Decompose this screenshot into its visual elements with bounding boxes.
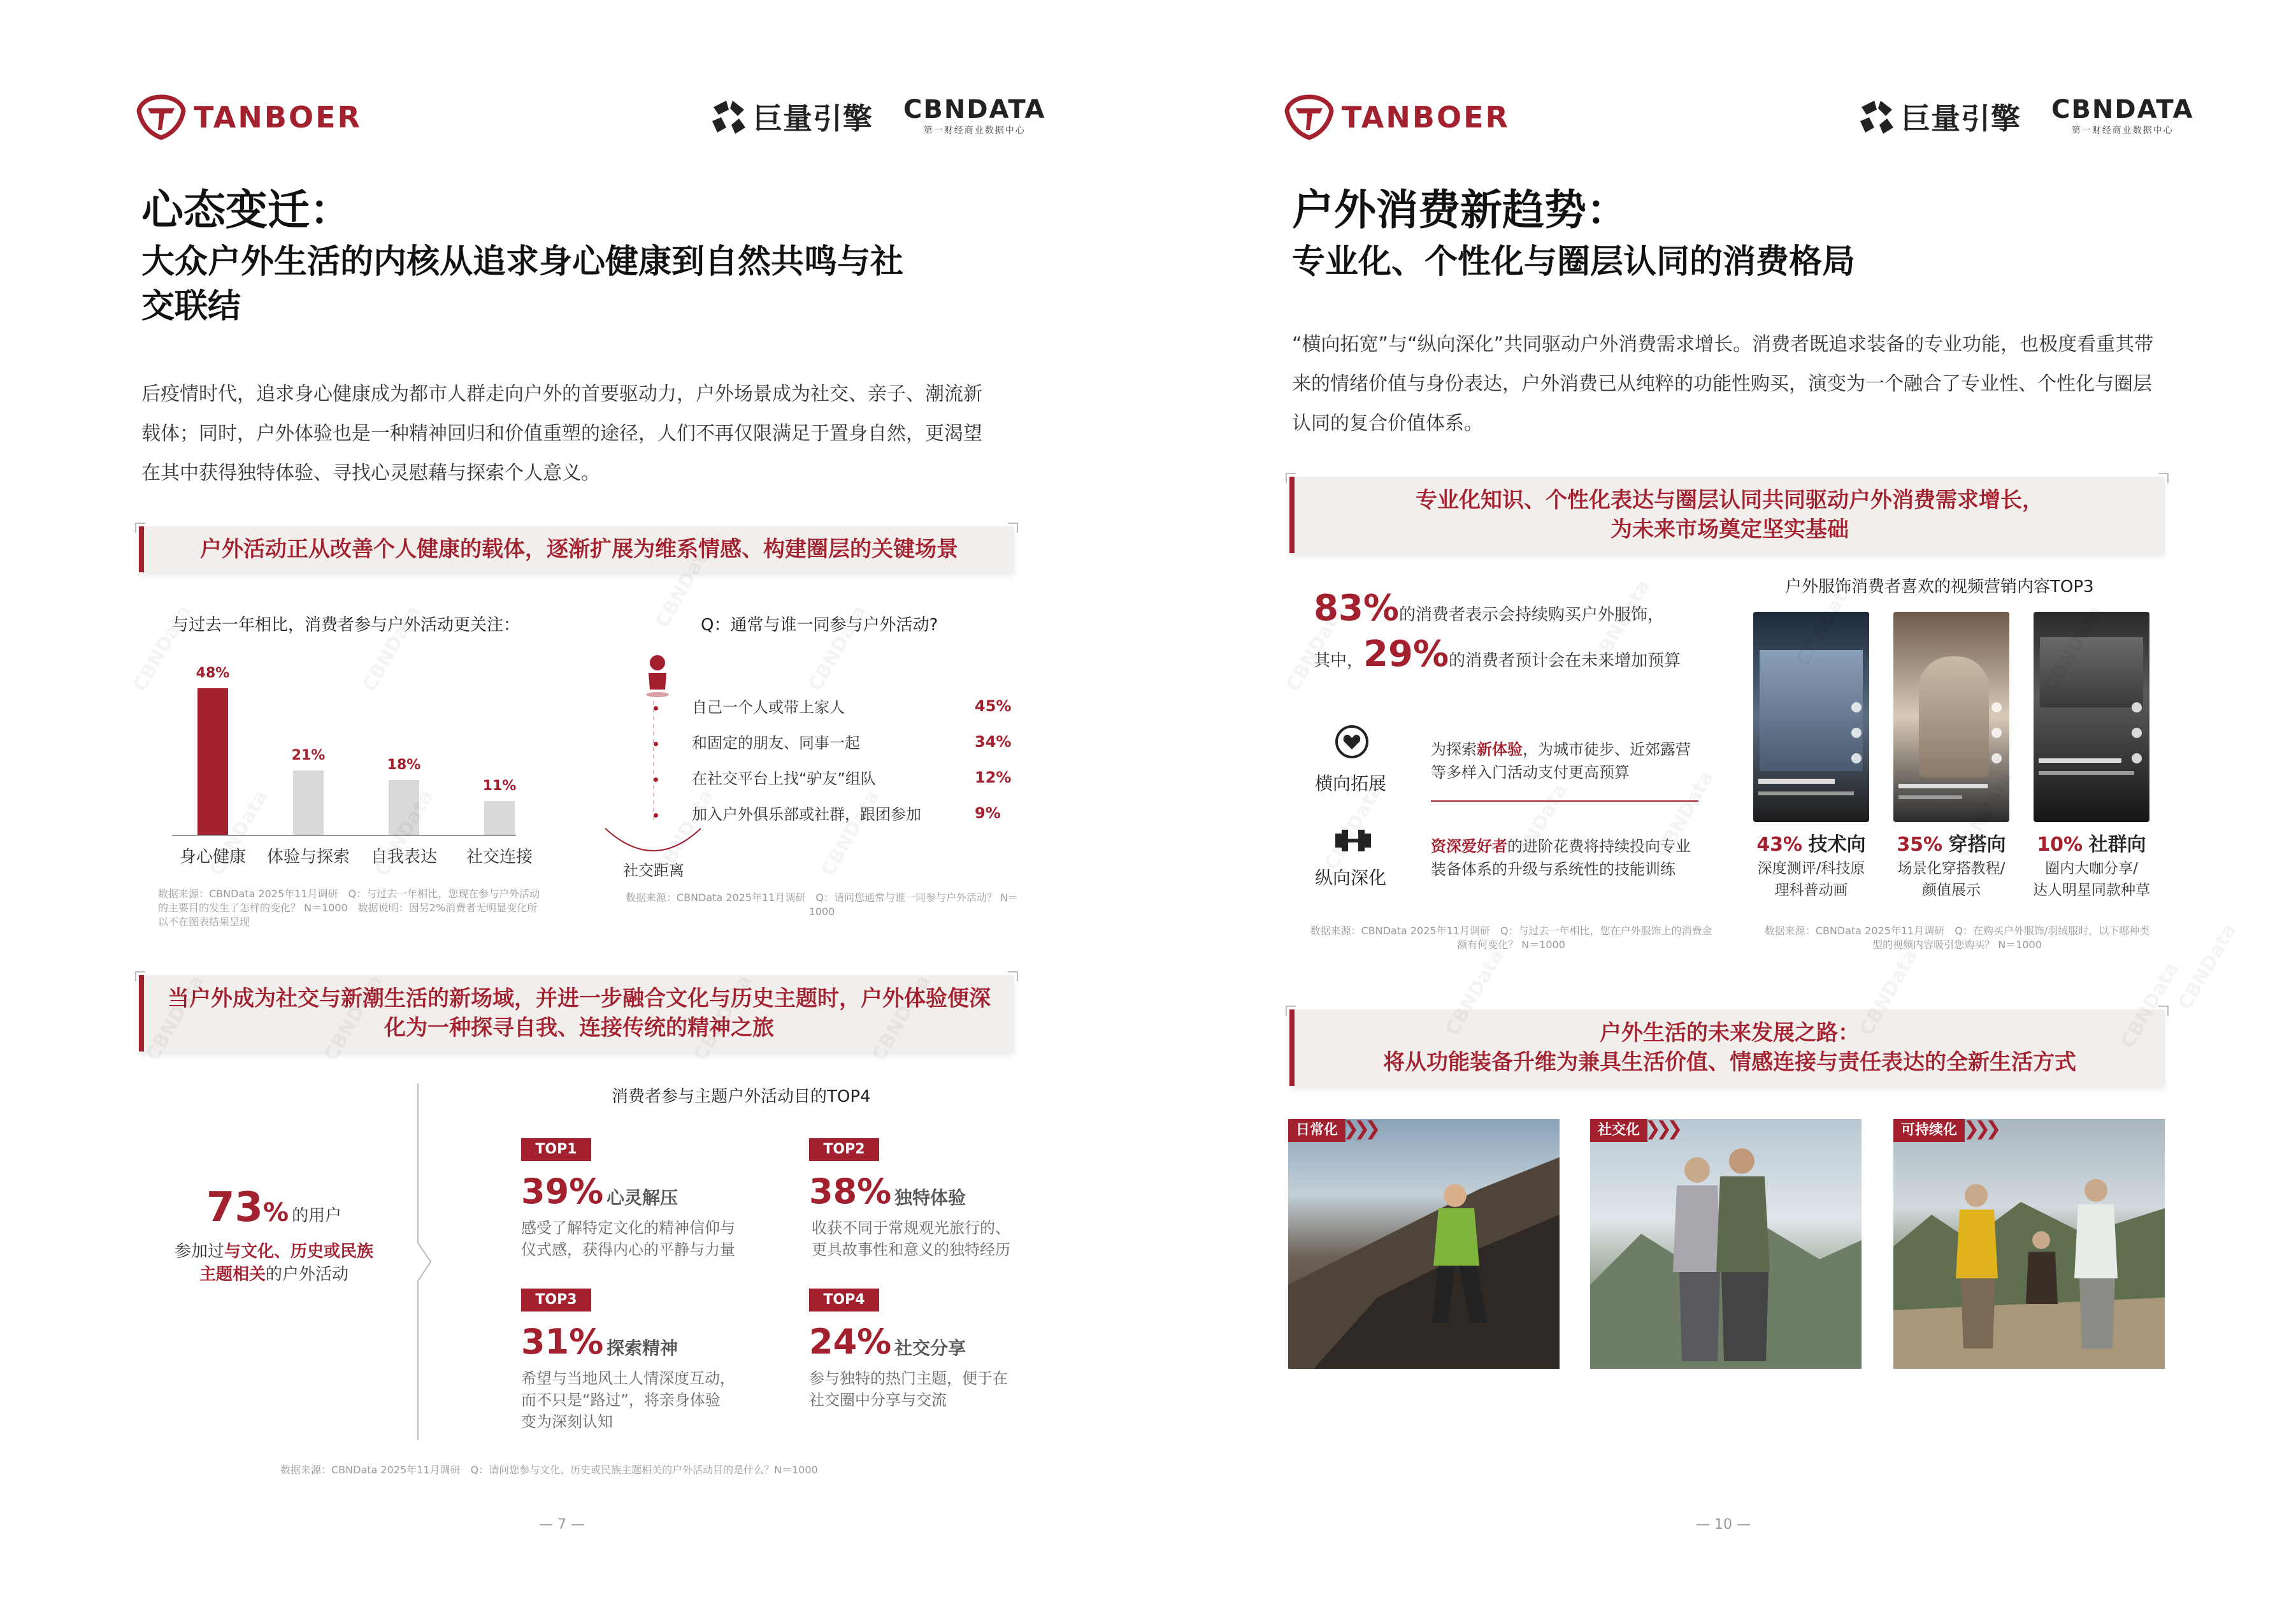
loyalty-source: 数据来源：CBNData 2025年11月调研 Q：与过去一年相比，您在户外服饰上的消费金额有何变化？ N＝1000 [1310,925,1712,951]
page-title: 心态变迁： [141,185,352,235]
video-top3-title: 户外服饰消费者喜欢的视频营销内容TOP3 [1785,577,2094,596]
loyalty-stat-1-text: 的消费者表示会持续购买户外服饰， [1399,605,1665,625]
video-desc-1b: 理科普动画 [1774,882,1848,899]
top4-pct-2: 38% [809,1171,892,1211]
top4-desc-2b: 更具故事性和意义的独特经历 [812,1241,1010,1259]
bar-chart-source: 数据来源：CBNData 2025年11月调研 Q：与过去一年相比，您现在参与户外活动的主要目的发生了怎样的变化？ N＝1000 数据说明：因另2%消费者无明显变化所以不在图表结果呈现 [158,888,540,928]
loyalty-stat-2-text: 的消费者预计会在未来增加预算 [1449,651,1681,670]
top4-pct-3: 31% [521,1322,604,1362]
culture-stat [140,1185,408,1286]
companion-dot-2 [654,742,658,746]
companion-item-2: 和固定的朋友、同事一起 [692,734,860,752]
top4-desc-3a: 希望与当地风土人情深度互动， [521,1369,735,1387]
top4-desc-3c: 变为深刻认知 [521,1413,613,1431]
tag-daily-chevron-icon: ❯❯❯ [1343,1118,1376,1140]
loyalty-stat-2-pct: 29% [1363,633,1449,675]
horizontal-label: 横向拓展 [1315,773,1387,794]
bar-value-3: 18% [387,756,421,773]
video-stat-2 [1887,832,2016,901]
top4-label-2: 独特体验 [894,1187,966,1208]
tanboer-shield-icon [136,94,186,140]
right-banner-2 [1289,1009,2165,1086]
right-page [1148,0,2296,1604]
bar-category-2: 体验与探索 [266,848,350,867]
top4-badge-1: TOP1 [521,1138,591,1161]
video-stat-1 [1753,832,1869,901]
cbndata-logo-right [2051,96,2194,136]
brand-name-right: TANBOER [1342,100,1510,134]
top4-desc-3b: 而不只是“路过”，将亲身体验 [521,1391,721,1409]
tag-sustainable: 可持续化 [1893,1119,1965,1142]
video-desc-2b: 颜值展示 [1922,882,1981,899]
person-pin-icon [640,654,675,698]
vertical-desc-post: 的进阶花费将持续投向专业装备体系的升级与系统性的技能训练 [1431,837,1691,878]
video-pct-3: 10% [2037,834,2083,856]
bar-category-1: 身心健康 [179,848,246,867]
page-number-left: — 7 — [539,1517,585,1533]
page-subtitle-line1: 大众户外生活的内核从追求身心健康到自然共鸣与社 [141,243,904,281]
page-number-right: — 10 — [1696,1517,1751,1533]
brand-name: TANBOER [194,100,362,134]
bar-value-4: 11% [482,778,517,795]
right-banner-2-line2: 将从功能装备升维为兼具生活价值、情感连接与责任表达的全新生活方式 [1383,1050,2076,1075]
companion-bottom-label: 社交距离 [623,862,684,879]
section-banner-2-text: 当户外成为社交与新潮生活的新场域，并进一步融合文化与历史主题时，户外体验便深化为一种探寻自我、连接传统的精神之旅 [168,986,991,1041]
video-side-icons [1989,701,2004,777]
tag-sustainable-chevron-icon: ❯❯❯ [1963,1118,1997,1140]
top4-desc-4a: 参与独特的热门主题，便于在 [809,1369,1008,1387]
page-title-right: 户外消费新趋势： [1292,185,1628,235]
video-side-icons [2129,701,2144,777]
ocean-engine-logo [707,96,873,138]
cbndata-subtitle: 第一财经商业数据中心 [923,126,1026,136]
loyalty-stat-2-pre: 其中， [1314,651,1364,670]
video-thumb-3[interactable] [2034,612,2149,822]
page-subtitle-right: 专业化、个性化与圈层认同的消费格局 [1292,243,1856,281]
cbndata-name: CBNDATA [903,95,1046,124]
companion-dot-4 [654,813,658,818]
bar-chart-title: 与过去一年相比，消费者参与户外活动更关注： [172,616,520,635]
ocean-engine-icon [1855,96,1897,138]
photo-daily [1288,1119,1560,1369]
companion-item-4: 加入户外俱乐部或社群，跟团参加 [692,806,921,823]
photo-daily-scene [1288,1119,1560,1369]
companion-dot-1 [654,706,658,711]
bar-1 [197,688,228,835]
video-desc-2a: 场景化穿搭教程/ [1897,860,2005,877]
bar-value-1: 48% [196,665,230,681]
culture-stat-unit: % [262,1198,289,1227]
right-banner-2-line1: 户外生活的未来发展之路： [1600,1020,1860,1046]
horizontal-desc [1431,738,1698,784]
top4-source: 数据来源：CBNData 2025年11月调研 Q：请问您参与文化、历史或民族主题相关的户外活动目的是什么？N＝1000 [280,1464,818,1476]
companion-pct-4: 9% [975,804,1001,822]
video-pct-1: 43% [1756,834,1803,856]
cbndata-subtitle-right: 第一财经商业数据中心 [2071,126,2174,136]
video-stat-3 [2023,832,2160,901]
bar-value-2: 21% [291,748,326,764]
intro-paragraph-right: “横向拓宽”与“纵向深化”共同驱动户外消费需求增长。消费者既追求装备的专业功能，也极度看重其带来的情绪价值与身份表达，户外消费已从纯粹的功能性购买，演变为一个融合了专业性、个性化与圈层认同的复合价值体系。 [1292,333,2154,435]
vertical-desc-hl: 资深爱好者 [1431,837,1507,855]
top4-desc-4b: 社交圈中分享与交流 [809,1391,947,1409]
companion-dot-3 [654,777,658,782]
loyalty-stat-1-pct: 83% [1314,588,1400,629]
top4-badge-4: TOP4 [809,1289,879,1311]
section-banner-1-text: 户外活动正从改善个人健康的载体，逐渐扩展为维系情感、构建圈层的关键场景 [200,537,958,562]
top4-pct-4: 24% [809,1322,892,1362]
right-banner-1-line1: 专业化知识、个性化表达与圈层认同共同驱动户外消费需求增长， [1416,488,2044,513]
companion-source: 数据来源：CBNData 2025年11月调研 Q：请问您通常与谁一同参与户外活动？ N＝1000 [625,892,1019,918]
top4-desc-1b: 仪式感，获得内心的平静与力量 [521,1241,735,1259]
culture-stat-line2-pre: 参加过 [174,1242,224,1261]
bar-4 [484,801,515,835]
tag-social-chevron-icon: ❯❯❯ [1645,1118,1678,1140]
top4-title: 消费者参与主题户外活动目的TOP4 [612,1087,871,1106]
culture-stat-line3-hl: 主题相关 [199,1265,266,1284]
tag-daily: 日常化 [1288,1119,1345,1142]
companion-pct-2: 34% [975,733,1012,751]
horizontal-desc-pre: 为探索 [1431,741,1477,758]
page-subtitle-line2: 交联结 [141,287,241,326]
bracket-divider [414,1083,440,1440]
culture-stat-pct: 73 [206,1184,263,1231]
video-desc-3a: 圈内大咖分享/ [2045,860,2138,877]
photo-sustainable [1893,1119,2165,1369]
vertical-label: 纵向深化 [1315,867,1387,888]
top4-pct-1: 39% [521,1171,604,1211]
video-label-3: 社群向 [2088,834,2146,856]
video-label-2: 穿搭向 [1948,834,2006,856]
top4-desc-2a: 收获不同于常规观光旅行的、 [812,1219,1010,1237]
ocean-engine-name-right: 巨量引擎 [1901,101,2021,136]
tanboer-shield-icon [1284,94,1334,140]
horizontal-desc-post: ，为城市徒步、近郊露营等多样入门活动支付更高预算 [1431,741,1691,781]
culture-stat-line1: 的用户 [292,1206,342,1225]
top4-label-4: 社交分享 [894,1338,966,1359]
bar-category-3: 自我表达 [370,848,437,867]
heart-circle-icon [1334,724,1370,760]
intro-paragraph: 后疫情时代，追求身心健康成为都市人群走向户外的首要驱动力，户外场景成为社交、亲子、潮流新载体；同时，户外体验也是一种精神回归和价值重塑的途径，人们不再仅限满足于置身自然，更渴望在其中获得独特体验、寻找心灵慰藉与探索个人意义。 [141,383,982,484]
top4-label-1: 心灵解压 [606,1187,678,1208]
companion-item-3: 在社交平台上找“驴友”组队 [692,770,876,788]
video-desc-3b: 达人明星同款种草 [2033,882,2150,899]
photo-social-scene [1590,1119,1862,1369]
top4-badge-3: TOP3 [521,1289,591,1311]
companion-pct-1: 45% [975,697,1012,715]
ocean-engine-icon [707,96,749,138]
loyalty-stat-2 [1314,632,1681,685]
culture-stat-line2-hl: 与文化、历史或民族 [224,1242,374,1261]
bar-category-4: 社交连接 [466,848,533,867]
video-source: 数据来源：CBNData 2025年11月调研 Q：在购买户外服饰/羽绒服时，以下哪种类型的视频内容吸引您购买？ N＝1000 [1764,925,2150,951]
companion-pct-3: 12% [975,769,1012,786]
video-label-1: 技术向 [1808,834,1866,856]
video-side-icons [1849,701,1864,777]
photo-sustainable-scene [1893,1119,2165,1369]
horizontal-desc-hl: 新体验 [1477,741,1523,758]
bar-2 [293,770,324,835]
ocean-engine-logo-right [1855,96,2021,138]
top4-badge-2: TOP2 [809,1138,879,1161]
top4-label-3: 探索精神 [606,1338,678,1359]
cbndata-name-right: CBNDATA [2051,95,2194,124]
video-desc-1a: 深度测评/科技原 [1757,860,1865,877]
cbndata-logo [903,96,1046,136]
brand-logo-right [1284,94,1510,140]
tag-social: 社交化 [1590,1119,1647,1142]
companion-item-1: 自己一个人或带上家人 [692,698,845,716]
top4-desc-1a: 感受了解特定文化的精神信仰与 [521,1219,735,1237]
culture-stat-line3-post: 的户外活动 [266,1265,349,1284]
video-pct-2: 35% [1897,834,1943,856]
right-banner-1-line2: 为未来市场奠定坚实基础 [1611,517,1849,542]
right-banner-1 [1289,477,2165,553]
companion-title: Q：通常与谁一同参与户外活动? [701,616,938,635]
section-banner-1 [139,526,1014,572]
photo-social [1590,1119,1862,1369]
ocean-engine-name: 巨量引擎 [753,101,873,136]
brand-logo [136,94,362,140]
